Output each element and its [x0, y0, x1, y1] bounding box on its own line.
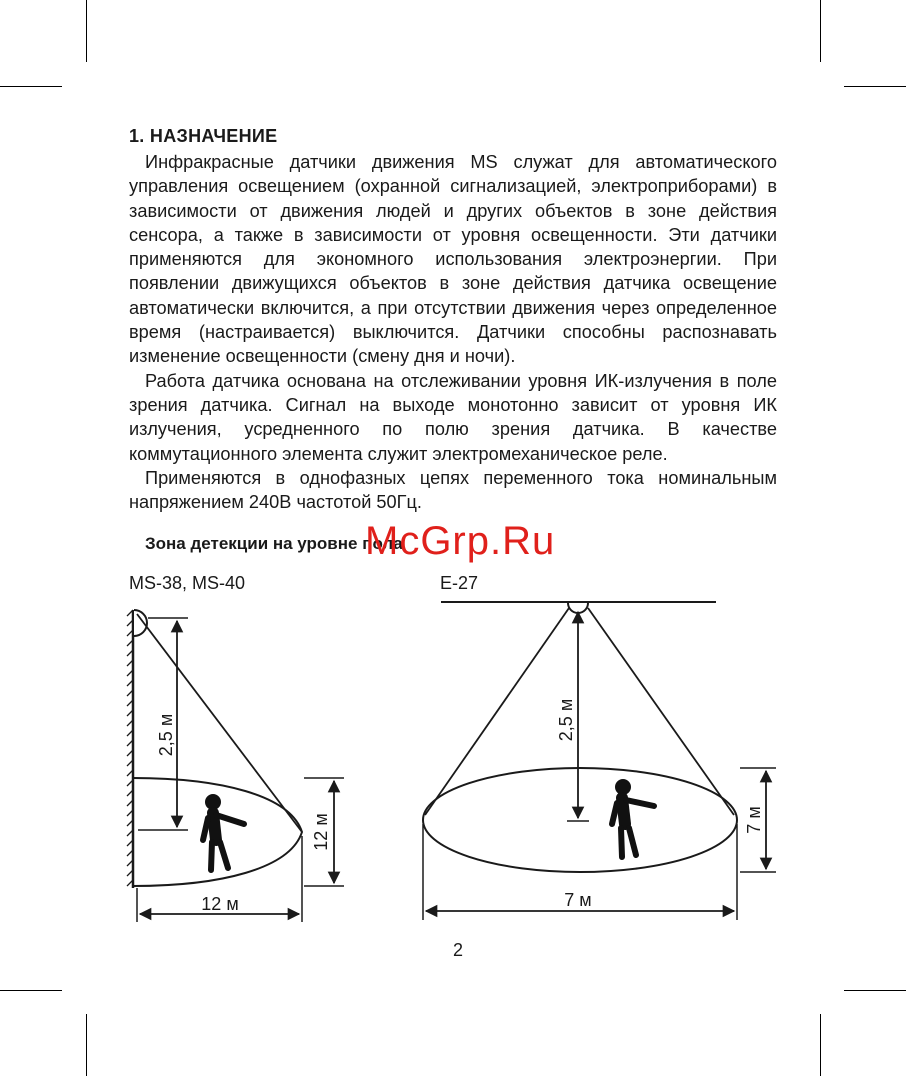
detection-zone-heading: Зона детекции на уровне пола	[145, 534, 403, 553]
sensor-wall-icon	[134, 610, 147, 636]
paragraph-application: Применяются в однофазных цепях переменного тока номинальным напряжением 240В частотой 50Гц.	[129, 467, 777, 513]
depth-label-left: 12 м	[311, 813, 331, 851]
height-label-left: 2,5 м	[156, 713, 176, 757]
model-label-ms: MS-38, MS-40	[129, 573, 246, 593]
page-number: 2	[453, 940, 464, 960]
sensor-ceiling-icon	[568, 603, 588, 613]
person-icon	[612, 779, 654, 857]
section-heading: 1. НАЗНАЧЕНИЕ	[129, 126, 278, 146]
person-icon	[203, 794, 244, 870]
detection-cone-line-left	[425, 608, 569, 815]
detection-cone-line-right	[588, 608, 734, 815]
height-label-right: 2,5 м	[556, 698, 576, 742]
detection-zone-ellipse	[423, 768, 737, 872]
watermark: McGrp.Ru	[365, 519, 556, 563]
width-label-right: 7 м	[564, 890, 592, 910]
wall-mount-diagram	[127, 610, 344, 922]
paragraph-operation: Работа датчика основана на отслеживании уровня ИК-излучения в поле зрения датчика. Сигнал на выходе монотонно зависит от уровня ИК излучения, усредненного по полю зрения датчика. В качестве коммутационного элемента служит электромеханическое реле.	[129, 370, 777, 464]
paragraph-purpose: Инфракрасные датчики движения MS служат для автоматического управления освещением (охранной сигнализацией, электроприборами) в зависимости от движения людей и других объектов в зоне действия сенсора, а также в зависимости от уровня освещенности. Эти датчики применяются для экономного использования электроэнергии. При появлении движущихся объектов в зоне действия датчика освещение автоматически включится, а при отсутствии движения через определенное время (настраивается) выключится. Датчики способны распознавать изменение освещенности (смену дня и ночи).	[129, 152, 777, 367]
width-label-left: 12 м	[201, 894, 239, 914]
ceiling-mount-diagram	[423, 602, 776, 920]
model-label-e27: E-27	[440, 573, 479, 593]
depth-label-right: 7 м	[744, 806, 764, 834]
